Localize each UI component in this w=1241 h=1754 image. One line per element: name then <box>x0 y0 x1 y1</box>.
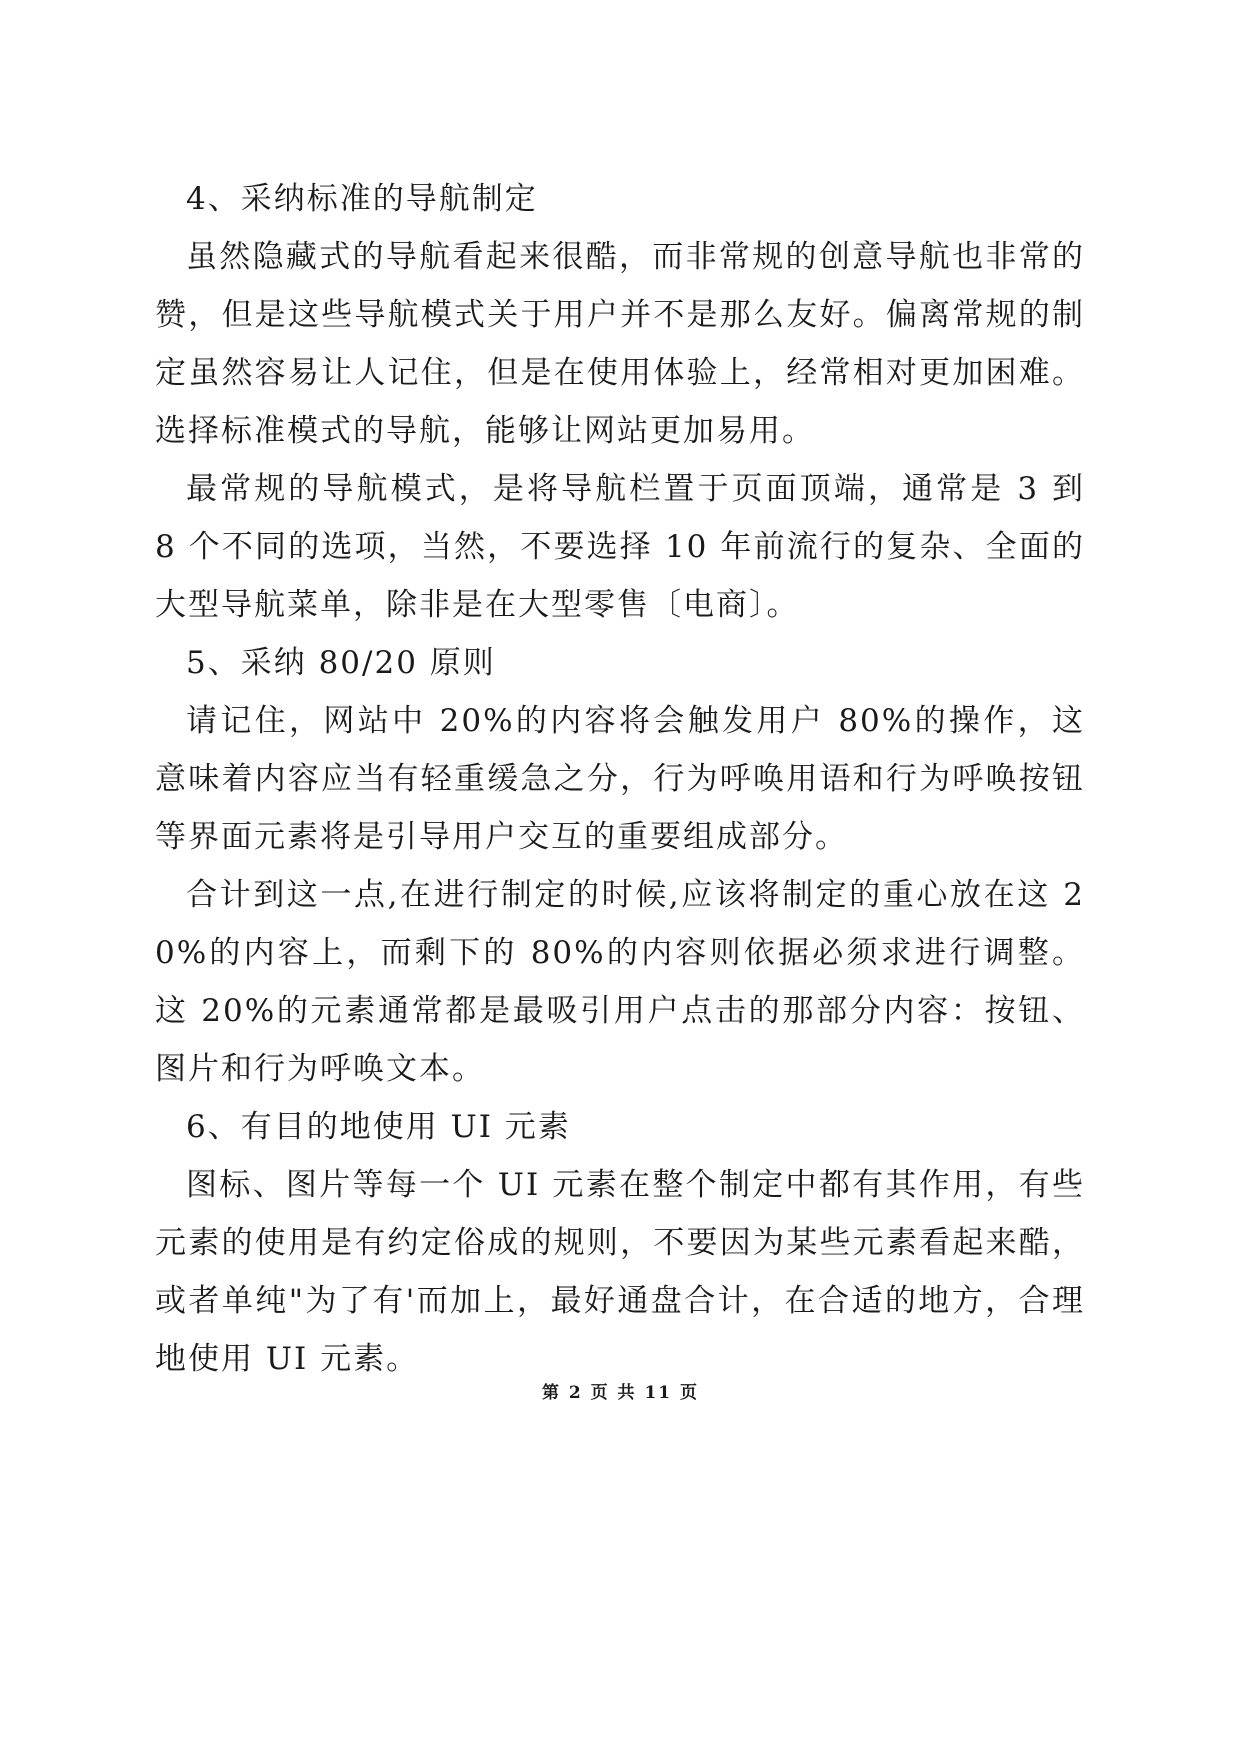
paragraph: 最常规的导航模式，是将导航栏置于页面顶端，通常是 3 到 8 个不同的选项，当然，不要选择 10 年前流行的复杂、全面的大型导航菜单，除非是在大型零售〔电商〕。 <box>155 471 1085 623</box>
section-heading-5: 5、采纳 80/20 原则 <box>186 645 496 681</box>
document-body <box>155 170 1085 1388</box>
paragraph: 合计到这一点,在进行制定的时候,应该将制定的重心放在这 20%的内容上，而剩下的 80%的内容则依据必须求进行调整。这 20%的元素通常都是最吸引用户点击的那部分内容：按钮、图片和行为呼唤文本。 <box>155 877 1085 1087</box>
section-heading-4: 4、采纳标准的导航制定 <box>186 181 538 217</box>
paragraph: 图标、图片等每一个 UI 元素在整个制定中都有其作用，有些元素的使用是有约定俗成的规则，不要因为某些元素看起来酷，或者单纯"为了有'而加上，最好通盘合计，在合适的地方，合理地使用 UI 元素。 <box>155 1167 1085 1377</box>
paragraph: 请记住，网站中 20%的内容将会触发用户 80%的操作，这意味着内容应当有轻重缓急之分，行为呼唤用语和行为呼唤按钮等界面元素将是引导用户交互的重要组成部分。 <box>155 703 1085 855</box>
section-heading-6: 6、有目的地使用 UI 元素 <box>186 1109 571 1145</box>
page-number-footer: 第 2 页 共 11 页 <box>541 1383 700 1403</box>
paragraph: 虽然隐藏式的导航看起来很酷，而非常规的创意导航也非常的赞，但是这些导航模式关于用户并不是那么友好。偏离常规的制定虽然容易让人记住，但是在使用体验上，经常相对更加困难。选择标准模式的导航，能够让网站更加易用。 <box>155 239 1085 449</box>
